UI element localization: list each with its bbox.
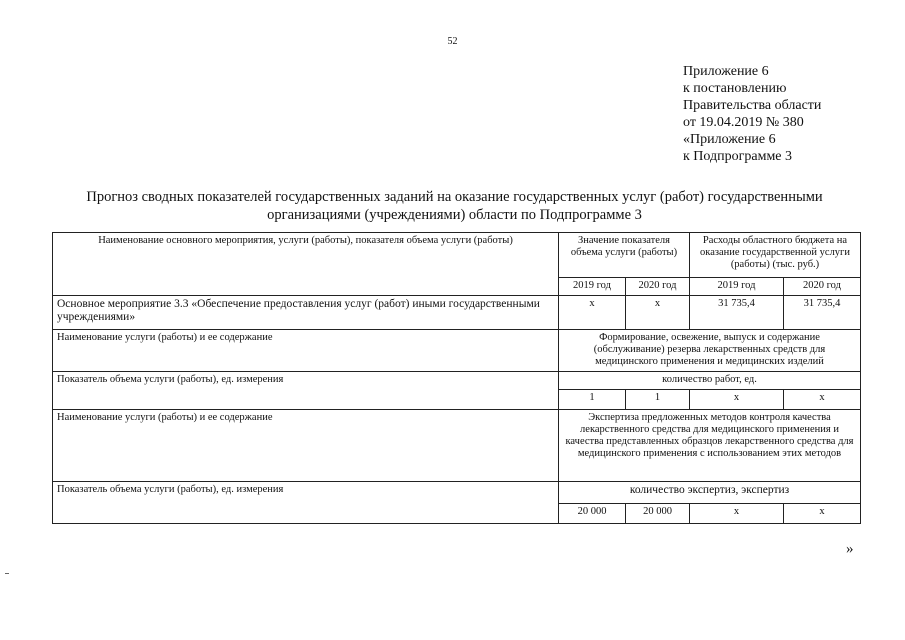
service-name-label: Наименование услуги (работы) и ее содержание bbox=[53, 330, 559, 372]
appendix-line: Правительства области bbox=[683, 98, 822, 113]
table-row-indicator bbox=[53, 372, 861, 390]
header-indicator-value: Значение показателя объема услуги (работы) bbox=[559, 233, 690, 278]
header-expenses: Расходы областного бюджета на оказание государственной услуги (работы) (тыс. руб.) bbox=[690, 233, 861, 278]
value-cell: х bbox=[784, 504, 861, 524]
table-header-row bbox=[53, 233, 861, 278]
value-cell: 20 000 bbox=[559, 504, 626, 524]
indicator-unit: количество работ, ед. bbox=[559, 372, 861, 390]
value-cell: х bbox=[626, 296, 690, 330]
table-row-main-event bbox=[53, 296, 861, 330]
appendix-line: Приложение 6 bbox=[683, 64, 769, 79]
indicator-unit: количество экспертиз, экспертиз bbox=[559, 482, 861, 504]
value-cell: 1 bbox=[626, 390, 690, 410]
year-cell: 2019 год bbox=[559, 278, 626, 296]
value-cell: х bbox=[690, 504, 784, 524]
value-cell: 31 735,4 bbox=[784, 296, 861, 330]
table-row-service-name bbox=[53, 410, 861, 482]
appendix-line: к Подпрограмме 3 bbox=[683, 149, 793, 164]
table-row-service-name bbox=[53, 330, 861, 372]
scan-edge-mark bbox=[5, 573, 9, 574]
main-event-label: Основное мероприятие 3.3 «Обеспечение предоставления услуг (работ) иными государственными учреждениями» bbox=[53, 296, 559, 330]
value-cell: 31 735,4 bbox=[690, 296, 784, 330]
value-cell: 1 bbox=[559, 390, 626, 410]
document-title bbox=[52, 188, 857, 224]
forecast-table bbox=[52, 232, 861, 524]
service-name-value: Экспертиза предложенных методов контроля качества лекарственного средства для медицинского применения и качества представленных образцов лекарственного средства для медицинского применения с использованием этих методов bbox=[559, 410, 861, 482]
year-cell: 2020 год bbox=[626, 278, 690, 296]
closing-quote: » bbox=[846, 541, 854, 557]
value-cell: х bbox=[690, 390, 784, 410]
header-name-column: Наименование основного мероприятия, услуги (работы), показателя объема услуги (работы) bbox=[53, 233, 559, 296]
appendix-header bbox=[683, 63, 821, 165]
indicator-label: Показатель объема услуги (работы), ед. измерения bbox=[53, 482, 559, 524]
appendix-line: «Приложение 6 bbox=[683, 132, 776, 147]
service-name-label: Наименование услуги (работы) и ее содержание bbox=[53, 410, 559, 482]
value-cell: х bbox=[784, 390, 861, 410]
table-row-indicator bbox=[53, 482, 861, 504]
appendix-line: к постановлению bbox=[683, 81, 787, 96]
year-cell: 2019 год bbox=[690, 278, 784, 296]
service-name-value: Формирование, освежение, выпуск и содержание (обслуживание) резерва лекарственных средств для медицинского применения и медицинских изделий bbox=[559, 330, 861, 372]
value-cell: 20 000 bbox=[626, 504, 690, 524]
indicator-label: Показатель объема услуги (работы), ед. измерения bbox=[53, 372, 559, 410]
title-line-1: Прогноз сводных показателей государственных заданий на оказание государственных услуг (работ) государственными bbox=[86, 189, 823, 205]
page-number: 52 bbox=[447, 36, 458, 47]
year-cell: 2020 год bbox=[784, 278, 861, 296]
value-cell: х bbox=[559, 296, 626, 330]
appendix-line: от 19.04.2019 № 380 bbox=[683, 115, 804, 130]
title-line-2: организациями (учреждениями) области по Подпрограмме 3 bbox=[267, 207, 642, 223]
